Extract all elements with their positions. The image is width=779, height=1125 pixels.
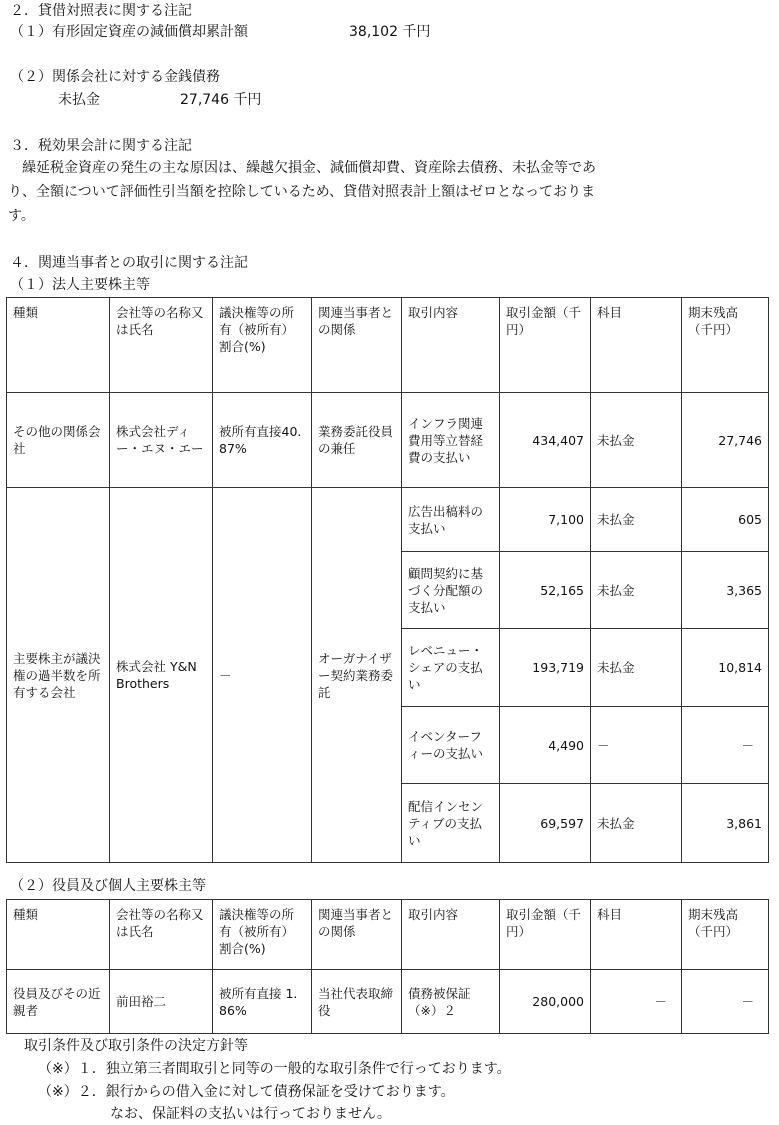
notes-heading: 取引条件及び取引条件の決定方針等 — [24, 1038, 248, 1054]
cell-content: 配信インセンティブの支払い — [402, 784, 500, 863]
header-balance: 期末残高（千円） — [682, 900, 769, 970]
header-account: 科目 — [591, 900, 682, 970]
cell-relation: 業務委託役員の兼任 — [312, 393, 402, 488]
tax-effect-line-2: り、全額について評価性引当額を控除しているため、貸借対照表計上額はゼロとなっておりま — [8, 184, 596, 200]
cell-account: 未払金 — [591, 552, 682, 629]
officers-table — [6, 899, 769, 1034]
table-row — [7, 488, 769, 552]
accumulated-depreciation-label: （１）有形固定資産の減価償却累計額 — [10, 24, 248, 40]
accumulated-depreciation-value: 38,102 千円 — [349, 24, 431, 40]
table-row — [7, 970, 769, 1034]
cell-account: 未払金 — [591, 488, 682, 552]
cell-balance: 605 — [682, 488, 769, 552]
header-ratio: 議決権等の所有（被所有）割合(%) — [213, 298, 312, 393]
header-relation: 関連当事者との関係 — [312, 900, 402, 970]
cell-content: レベニュー・シェアの支払い — [402, 629, 500, 707]
cell-type: 役員及びその近親者 — [7, 970, 110, 1034]
cell-ratio: － — [213, 488, 312, 863]
cell-account: － — [591, 707, 682, 784]
cell-content: イベンターフィーの支払い — [402, 707, 500, 784]
section4-heading: ４．関連当事者との取引に関する注記 — [10, 255, 248, 271]
cell-amount: 69,597 — [500, 784, 591, 863]
cell-ratio: 被所有直接40.87% — [213, 393, 312, 488]
accrued-payable-value: 27,746 千円 — [180, 92, 262, 108]
header-ratio: 議決権等の所有（被所有）割合(%) — [213, 900, 312, 970]
cell-balance: － — [682, 970, 769, 1034]
corporate-shareholders-table — [6, 297, 769, 863]
cell-relation: 当社代表取締役 — [312, 970, 402, 1034]
header-amount: 取引金額（千円） — [500, 900, 591, 970]
cell-amount: 7,100 — [500, 488, 591, 552]
cell-account: 未払金 — [591, 393, 682, 488]
cell-type: 主要株主が議決権の過半数を所有する会社 — [7, 488, 110, 863]
header-amount: 取引金額（千円） — [500, 298, 591, 393]
table-header-row — [7, 900, 769, 970]
corporate-shareholders-subheading: （１）法人主要株主等 — [10, 277, 150, 293]
header-name: 会社等の名称又は氏名 — [110, 298, 213, 393]
cell-balance: 3,365 — [682, 552, 769, 629]
cell-account: 未払金 — [591, 784, 682, 863]
officers-subheading: （２）役員及び個人主要株主等 — [10, 878, 206, 894]
cell-amount: 280,000 — [500, 970, 591, 1034]
header-balance: 期末残高（千円） — [682, 298, 769, 393]
table-header-row — [7, 298, 769, 393]
cell-content: 広告出稿料の支払い — [402, 488, 500, 552]
cell-name: 株式会社ディー・エヌ・エー — [110, 393, 213, 488]
cell-amount: 4,490 — [500, 707, 591, 784]
section2-heading: ２．貸借対照表に関する注記 — [10, 3, 192, 19]
cell-type: その他の関係会社 — [7, 393, 110, 488]
header-type: 種類 — [7, 298, 110, 393]
note-2: （※）２．銀行からの借入金に対して債務保証を受けております。 — [38, 1084, 455, 1100]
note-1: （※）１．独立第三者間取引と同等の一般的な取引条件で行っております。 — [38, 1061, 511, 1077]
section3-heading: ３．税効果会計に関する注記 — [10, 138, 192, 154]
header-account: 科目 — [591, 298, 682, 393]
tax-effect-line-1: 繰延税金資産の発生の主な原因は、繰越欠損金、減価償却費、資産除去債務、未払金等であ — [22, 160, 596, 176]
tax-effect-line-3: す。 — [8, 208, 35, 224]
header-name: 会社等の名称又は氏名 — [110, 900, 213, 970]
cell-ratio: 被所有直接 1.86% — [213, 970, 312, 1034]
cell-balance: 3,861 — [682, 784, 769, 863]
header-content: 取引内容 — [402, 900, 500, 970]
cell-content: 債務被保証（※）２ — [402, 970, 500, 1034]
cell-account: － — [591, 970, 682, 1034]
cell-name: 株式会社 Y&N Brothers — [110, 488, 213, 863]
accrued-payable-label: 未払金 — [58, 92, 100, 108]
cell-content: 顧問契約に基づく分配額の支払い — [402, 552, 500, 629]
header-relation: 関連当事者との関係 — [312, 298, 402, 393]
cell-balance: 27,746 — [682, 393, 769, 488]
cell-amount: 193,719 — [500, 629, 591, 707]
header-content: 取引内容 — [402, 298, 500, 393]
header-type: 種類 — [7, 900, 110, 970]
cell-name: 前田裕二 — [110, 970, 213, 1034]
cell-amount: 52,165 — [500, 552, 591, 629]
table-row — [7, 393, 769, 488]
cell-balance: － — [682, 707, 769, 784]
note-2-continuation: なお、保証料の支払いは行っておりません。 — [110, 1106, 391, 1122]
cell-balance: 10,814 — [682, 629, 769, 707]
cell-amount: 434,407 — [500, 393, 591, 488]
cell-account: 未払金 — [591, 629, 682, 707]
cell-relation: オーガナイザー契約業務委託 — [312, 488, 402, 863]
monetary-liabilities-label: （２）関係会社に対する金銭債務 — [10, 69, 220, 85]
cell-content: インフラ関連費用等立替経費の支払い — [402, 393, 500, 488]
